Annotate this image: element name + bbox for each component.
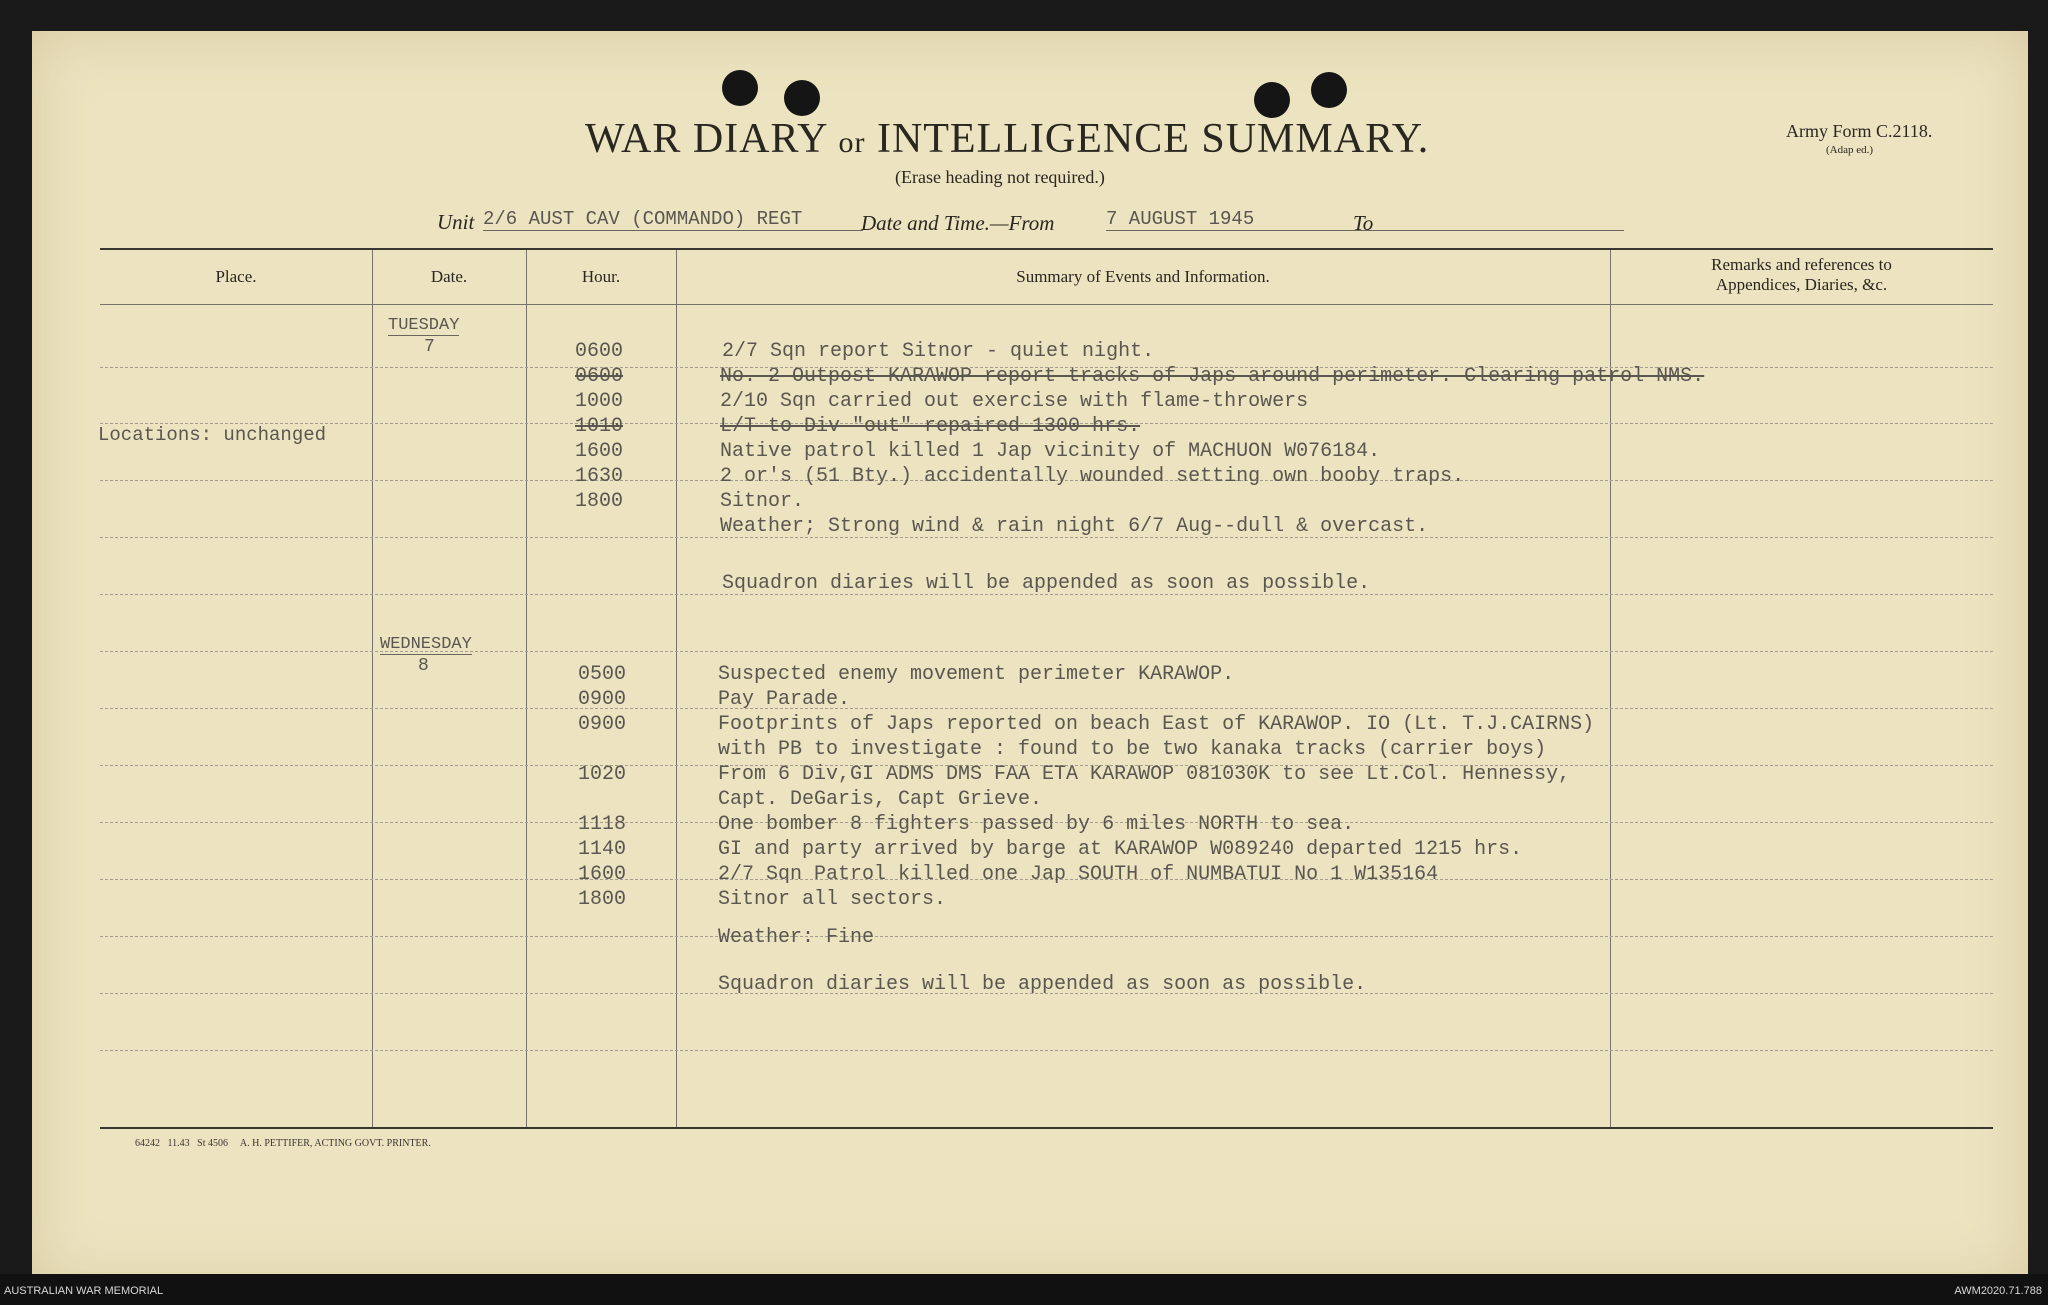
entry-text: 2/10 Sqn carried out exercise with flame-throwers — [720, 390, 1309, 413]
title-part1: WAR DIARY — [585, 116, 827, 162]
entry-hour: 1020 — [578, 763, 627, 786]
entry-text: Native patrol killed 1 Jap vicinity of MACHUON W076184. — [720, 440, 1381, 463]
entry-text: Footprints of Japs reported on beach East of KARAWOP. IO (Lt. T.J.CAIRNS) — [718, 713, 1595, 736]
footer-left: AUSTRALIAN WAR MEMORIAL — [4, 1285, 164, 1297]
entry-text: Squadron diaries will be appended as soon as possible. — [718, 973, 1367, 996]
entry-hour: 1000 — [575, 390, 624, 413]
col-head-remarks-1: Remarks and references to — [1711, 255, 1892, 274]
title-part2: INTELLIGENCE SUMMARY. — [876, 116, 1430, 162]
entry-hour: 0900 — [578, 713, 627, 736]
entry-hour: 1600 — [578, 863, 627, 886]
date-label: Date and Time.—From — [861, 211, 1055, 235]
table-top-border — [100, 248, 1993, 250]
entry-hour: 0500 — [578, 663, 627, 686]
entry-text: Pay Parade. — [718, 688, 851, 711]
entry-text: 2/7 Sqn report Sitnor - quiet night. — [722, 340, 1155, 363]
entry-hour: 1800 — [578, 888, 627, 911]
printer-line: 64242 11.43 St 4506 A. H. PETTIFER, ACTING GOVT. PRINTER. — [135, 1138, 431, 1149]
to-value-line — [1382, 230, 1624, 231]
day-label: TUESDAY — [388, 316, 460, 335]
col-head-place: Place. — [215, 267, 257, 286]
entry-hour: 1010 — [575, 415, 624, 438]
entry-hour: 0600 — [575, 365, 624, 388]
entry-text: Weather: Fine — [718, 926, 875, 949]
form-subtitle: (Erase heading not required.) — [895, 167, 1105, 187]
entry-text: Squadron diaries will be appended as soon as possible. — [722, 572, 1371, 595]
table-bottom-border — [100, 1127, 1993, 1129]
entry-text: 2 or's (51 Bty.) accidentally wounded setting own booby traps. — [720, 465, 1465, 488]
to-label: To — [1353, 211, 1374, 235]
date-value: 7 AUGUST 1945 — [1106, 208, 1386, 231]
footer-bar — [0, 1274, 2048, 1305]
entry-hour: 1630 — [575, 465, 624, 488]
header-rule — [100, 304, 1993, 305]
day-number: 7 — [424, 337, 435, 357]
footer-right: AWM2020.71.788 — [1954, 1285, 2042, 1297]
entry-text: Sitnor. — [720, 490, 805, 513]
day-label: WEDNESDAY — [380, 635, 472, 654]
col-head-remarks-2: Appendices, Diaries, &c. — [1715, 275, 1888, 294]
entry-text: Capt. DeGaris, Capt Grieve. — [718, 788, 1043, 811]
entry-hour: 1140 — [578, 838, 627, 861]
form-note: (Adap ed.) — [1826, 144, 1874, 156]
entry-text: From 6 Div,GI ADMS DMS FAA ETA KARAWOP 081030K to see Lt.Col. Hennessy, — [718, 763, 1571, 786]
entry-text: GI and party arrived by barge at KARAWOP W089240 departed 1215 hrs. — [718, 838, 1523, 861]
col-head-hour: Hour. — [581, 267, 621, 286]
entry-text: No. 2 Outpost KARAWOP report tracks of Japs around perimeter. Clearing patrol NMS. — [720, 365, 1705, 388]
entry-hour: 1118 — [578, 813, 627, 836]
punch-hole — [1254, 82, 1290, 118]
entry-text: 2/7 Sqn Patrol killed one Jap SOUTH of NUMBATUI No 1 W135164 — [718, 863, 1439, 886]
unit-value: 2/6 AUST CAV (COMMANDO) REGT — [483, 208, 863, 231]
entry-text: Suspected enemy movement perimeter KARAWOP. — [718, 663, 1235, 686]
entry-text: One bomber 8 fighters passed by 6 miles NORTH to sea. — [718, 813, 1355, 836]
col-head-summary: Summary of Events and Information. — [1016, 267, 1270, 286]
form-number: Army Form C.2118. — [1786, 121, 1933, 141]
punch-hole — [784, 80, 820, 116]
entry-hour: 1800 — [575, 490, 624, 513]
entry-hour: 0900 — [578, 688, 627, 711]
col-head-date: Date. — [430, 267, 468, 286]
col-divider — [676, 250, 677, 1127]
entry-text: Sitnor all sectors. — [718, 888, 947, 911]
entry-hour: 1600 — [575, 440, 624, 463]
diary-sheet — [32, 31, 2028, 1286]
entry-hour: 0600 — [575, 340, 624, 363]
entry-text: Weather; Strong wind & rain night 6/7 Aug--dull & overcast. — [720, 515, 1429, 538]
punch-hole — [722, 70, 758, 106]
entry-text: L/T to Div "out" repaired 1300 hrs. — [720, 415, 1141, 438]
punch-hole — [1311, 72, 1347, 108]
entry-text: with PB to investigate : found to be two kanaka tracks (carrier boys) — [718, 738, 1547, 761]
title-or: or — [838, 126, 866, 159]
day-number: 8 — [418, 656, 429, 676]
col-divider — [372, 250, 373, 1127]
unit-label: Unit — [437, 210, 475, 234]
place-note: Locations: unchanged — [98, 424, 327, 446]
col-divider — [526, 250, 527, 1127]
form-title — [585, 115, 1429, 163]
